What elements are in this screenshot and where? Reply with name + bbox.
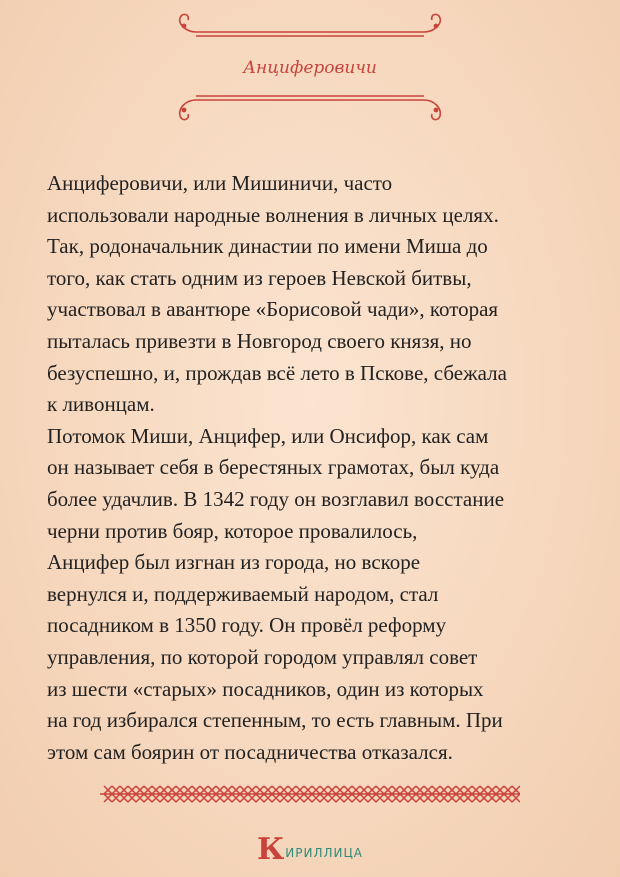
article-body	[47, 168, 587, 768]
text-line: того, как стать одним из героев Невской битвы,	[47, 265, 472, 290]
text-line: черни против бояр, которое провалилось,	[47, 518, 418, 543]
text-line: этом сам боярин от посадничества отказался.	[47, 739, 453, 764]
kirillitsa-logo	[0, 826, 620, 866]
logo-wordmark: ИРИЛЛИЦА	[285, 846, 364, 860]
page-title: Анциферовичи	[243, 58, 377, 78]
text-line: к ливонцам.	[47, 392, 155, 417]
text-line: он называет себя в берестяных грамотах, был куда	[47, 455, 500, 480]
top-swirl-ornament	[0, 6, 620, 42]
text-line: участвовал в авантюре «Борисовой чади», которая	[47, 297, 499, 322]
text-line: безуспешно, и, прождав всё лето в Пскове, сбежала	[47, 360, 507, 385]
text-line: Потомок Миши, Анцифер, или Онсифор, как сам	[47, 423, 489, 448]
text-line: посадником в 1350 году. Он провёл реформу	[47, 613, 447, 638]
braid-ornament	[100, 782, 520, 806]
text-line: использовали народные волнения в личных целях.	[47, 202, 499, 227]
logo-initial: К	[256, 832, 285, 867]
text-line: управления, по которой городом управлял совет	[47, 644, 478, 669]
text-line: вернулся и, поддерживаемый народом, стал	[47, 581, 439, 606]
text-line: на год избирался степенным, то есть главным. При	[47, 708, 503, 733]
text-line: более удачлив. В 1342 году он возглавил восстание	[47, 486, 505, 511]
text-line: пыталась привезти в Новгород своего князя, но	[47, 328, 472, 353]
text-line: Анциферовичи, или Мишиничи, часто	[47, 171, 393, 195]
divider-swirl-ornament	[0, 90, 620, 130]
text-line: Так, родоначальник династии по имени Миша до	[47, 234, 488, 259]
text-line: из шести «старых» посадников, один из которых	[47, 676, 484, 701]
text-line: Анцифер был изгнан из города, но вскоре	[47, 550, 421, 575]
